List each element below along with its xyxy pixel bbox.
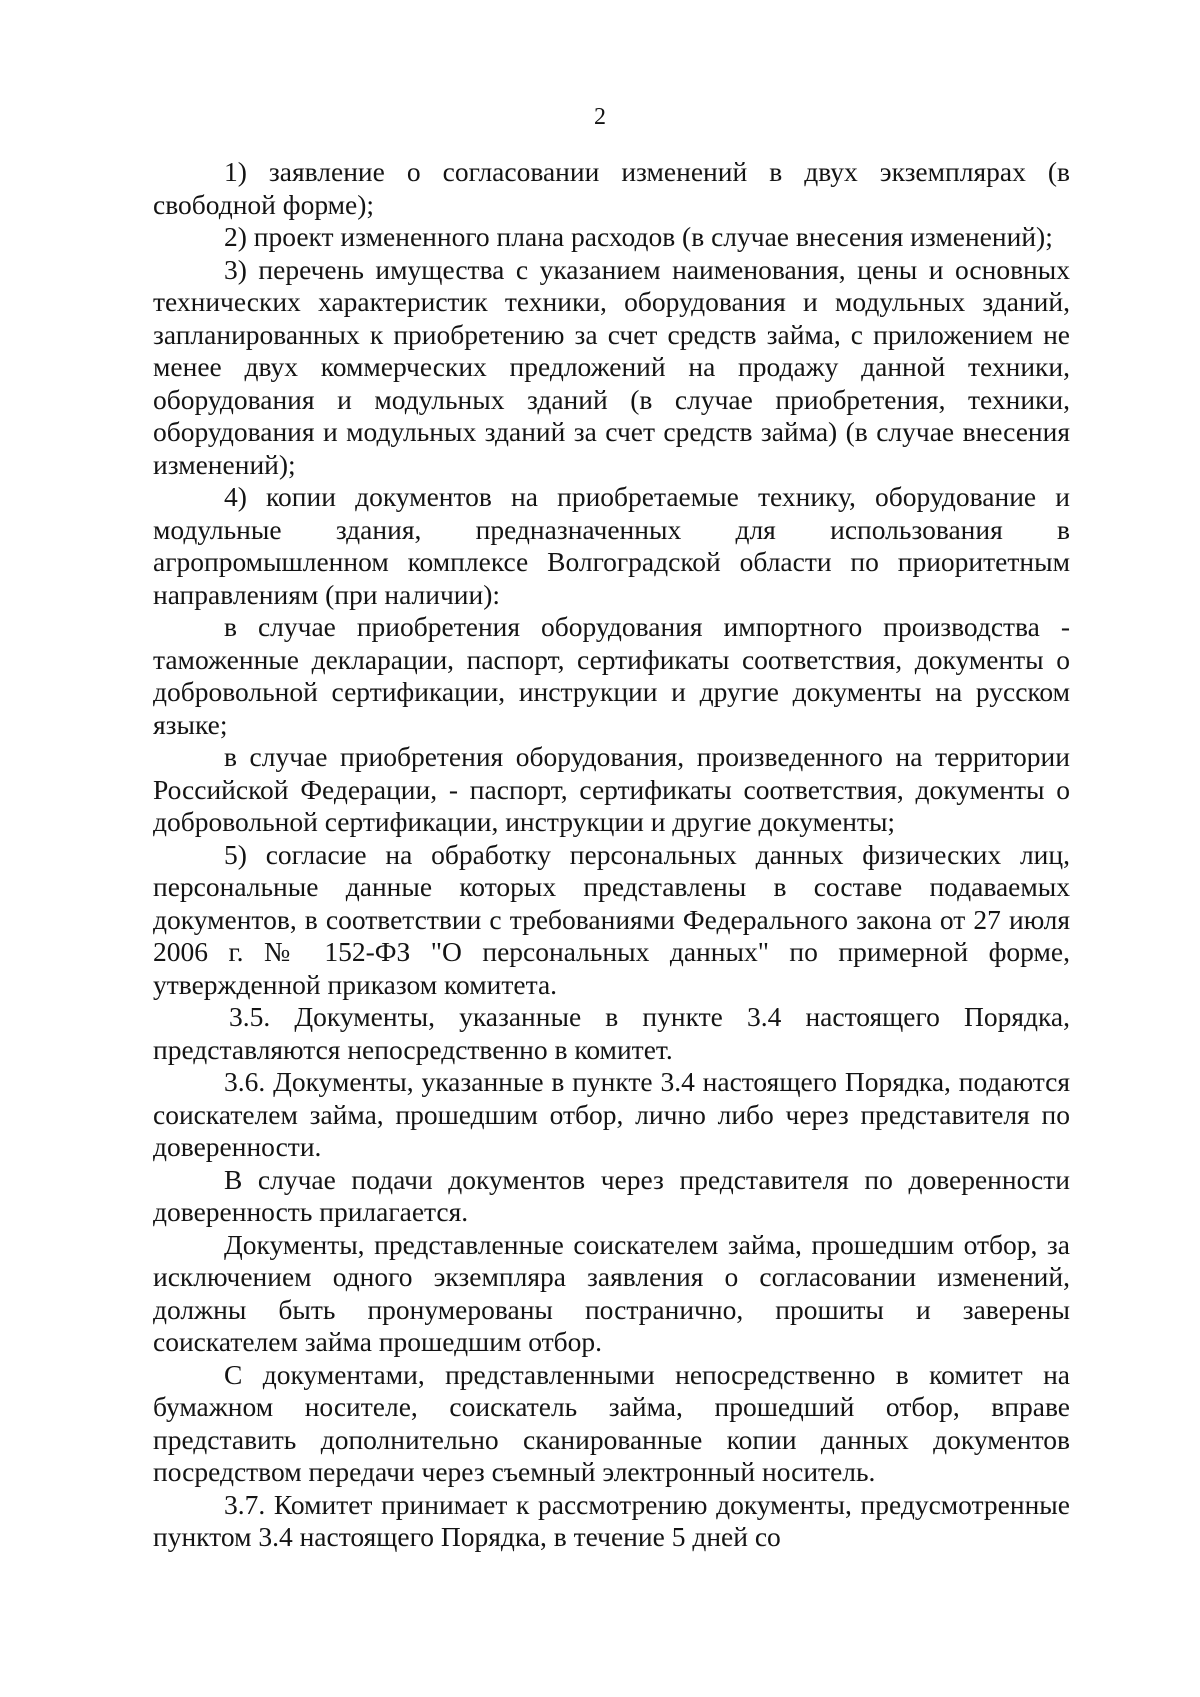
clause-3-6: 3.6. Документы, указанные в пункте 3.4 настоящего Порядка, подаются соискателем займа, прошедшим отбор, лично либо через представителя по доверенности.	[153, 1066, 1070, 1162]
clause-3-5: 3.5. Документы, указанные в пункте 3.4 настоящего Порядка, представляются непосредственно в комитет.	[153, 1001, 1070, 1065]
list-item-personal-data-consent: 5) согласие на обработку персональных данных физических лиц, персональные данные которых представлены в составе подаваемых документов, в соответствии с требованиями Федерального закона от 27 июля 2006 г. № 152-ФЗ "О персональных данных" по примерной форме, утвержденной приказом комитета.	[153, 838, 1070, 1000]
list-item-document-copies: 4) копии документов на приобретаемые технику, оборудование и модульные здания, предназначенных для использования в агропромышленном комплексе Волгоградской области по приоритетным направлениям (при наличии):	[153, 481, 1070, 610]
list-item-property-list: 3) перечень имущества с указанием наименования, цены и основных технических характеристик техники, оборудования и модульных зданий, запланированных к приобретению за счет средств займа, с приложением не менее двух коммерческих предложений на продажу данной техники, оборудования и модульных зданий (в случае приобретения, техники, оборудования и модульных зданий за счет средств займа) (в случае внесения изменений);	[153, 253, 1070, 480]
list-item-application: 1) заявление о согласовании изменений в двух экземплярах (в свободной форме);	[153, 156, 1070, 220]
paragraph-proxy: В случае подачи документов через представителя по доверенности доверенность прилагается.	[153, 1163, 1070, 1227]
clause-3-7: 3.7. Комитет принимает к рассмотрению документы, предусмотренные пунктом 3.4 настоящего Порядка, в течение 5 дней со	[153, 1488, 1070, 1552]
paragraph-document-binding: Документы, представленные соискателем займа, прошедшим отбор, за исключением одного экземпляра заявления о согласовании изменений, должны быть пронумерованы постранично, прошиты и заверены соискателем займа прошедшим отбор.	[153, 1228, 1070, 1357]
list-item-expense-plan: 2) проект измененного плана расходов (в случае внесения изменений);	[224, 221, 1053, 252]
paragraph-scanned-copies: С документами, представленными непосредственно в комитет на бумажном носителе, соискатель займа, прошедший отбор, вправе представить дополнительно сканированные копии данных документов посредством передачи через съемный электронный носитель.	[153, 1358, 1070, 1487]
paragraph-domestic-equipment: в случае приобретения оборудования, произведенного на территории Российской Федерации, - паспорт, сертификаты соответствия, документы о добровольной сертификации, инструкции и другие документы;	[153, 741, 1070, 837]
paragraph-import-equipment: в случае приобретения оборудования импортного производства - таможенные декларации, паспорт, сертификаты соответствия, документы о добровольной сертификации, инструкции и другие документы на русском языке;	[153, 611, 1070, 740]
document-body	[153, 156, 1070, 1554]
page-number: 2	[594, 104, 606, 130]
